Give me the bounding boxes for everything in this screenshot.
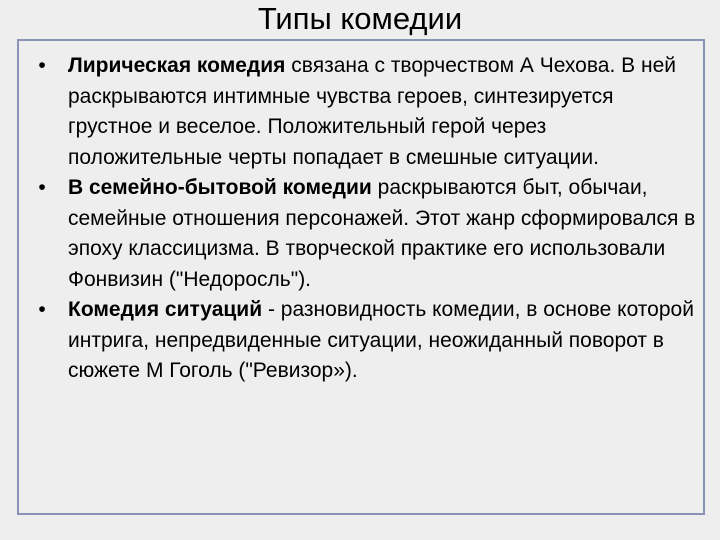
bullet-text: связана с творчеством А Чехова. В ней раскрываются интимные чувства героев, синтезируется грустное и веселое. Положительный герой через положительные черты попадает в смешные ситуации. <box>68 54 676 169</box>
bullet-item-lyrical-comedy <box>32 51 702 173</box>
bullet-term: В семейно-бытовой комедии <box>68 176 372 199</box>
bullet-icon: • <box>38 54 46 77</box>
bullet-term: Лирическая комедия <box>68 54 286 77</box>
bullet-icon: • <box>38 298 46 321</box>
bullet-list <box>32 51 702 387</box>
bullet-text: раскрываются быт, обычаи, семейные отношения персонажей. Этот жанр сформировался в эпоху классицизма. В творческой практике его использовали Фонвизин ("Недоросль"). <box>68 176 696 291</box>
bullet-text: - разновидность комедии, в основе которой интрига, непредвиденные ситуации, неожиданный поворот в сюжете М Гоголь ("Ревизор»). <box>68 298 694 382</box>
bullet-item-situation-comedy <box>32 295 702 387</box>
bullet-item-domestic-comedy <box>32 173 702 295</box>
content-frame <box>17 39 705 515</box>
slide-title: Типы комедии <box>257 1 463 36</box>
bullet-icon: • <box>38 176 46 199</box>
bullet-term: Комедия ситуаций <box>68 298 263 321</box>
